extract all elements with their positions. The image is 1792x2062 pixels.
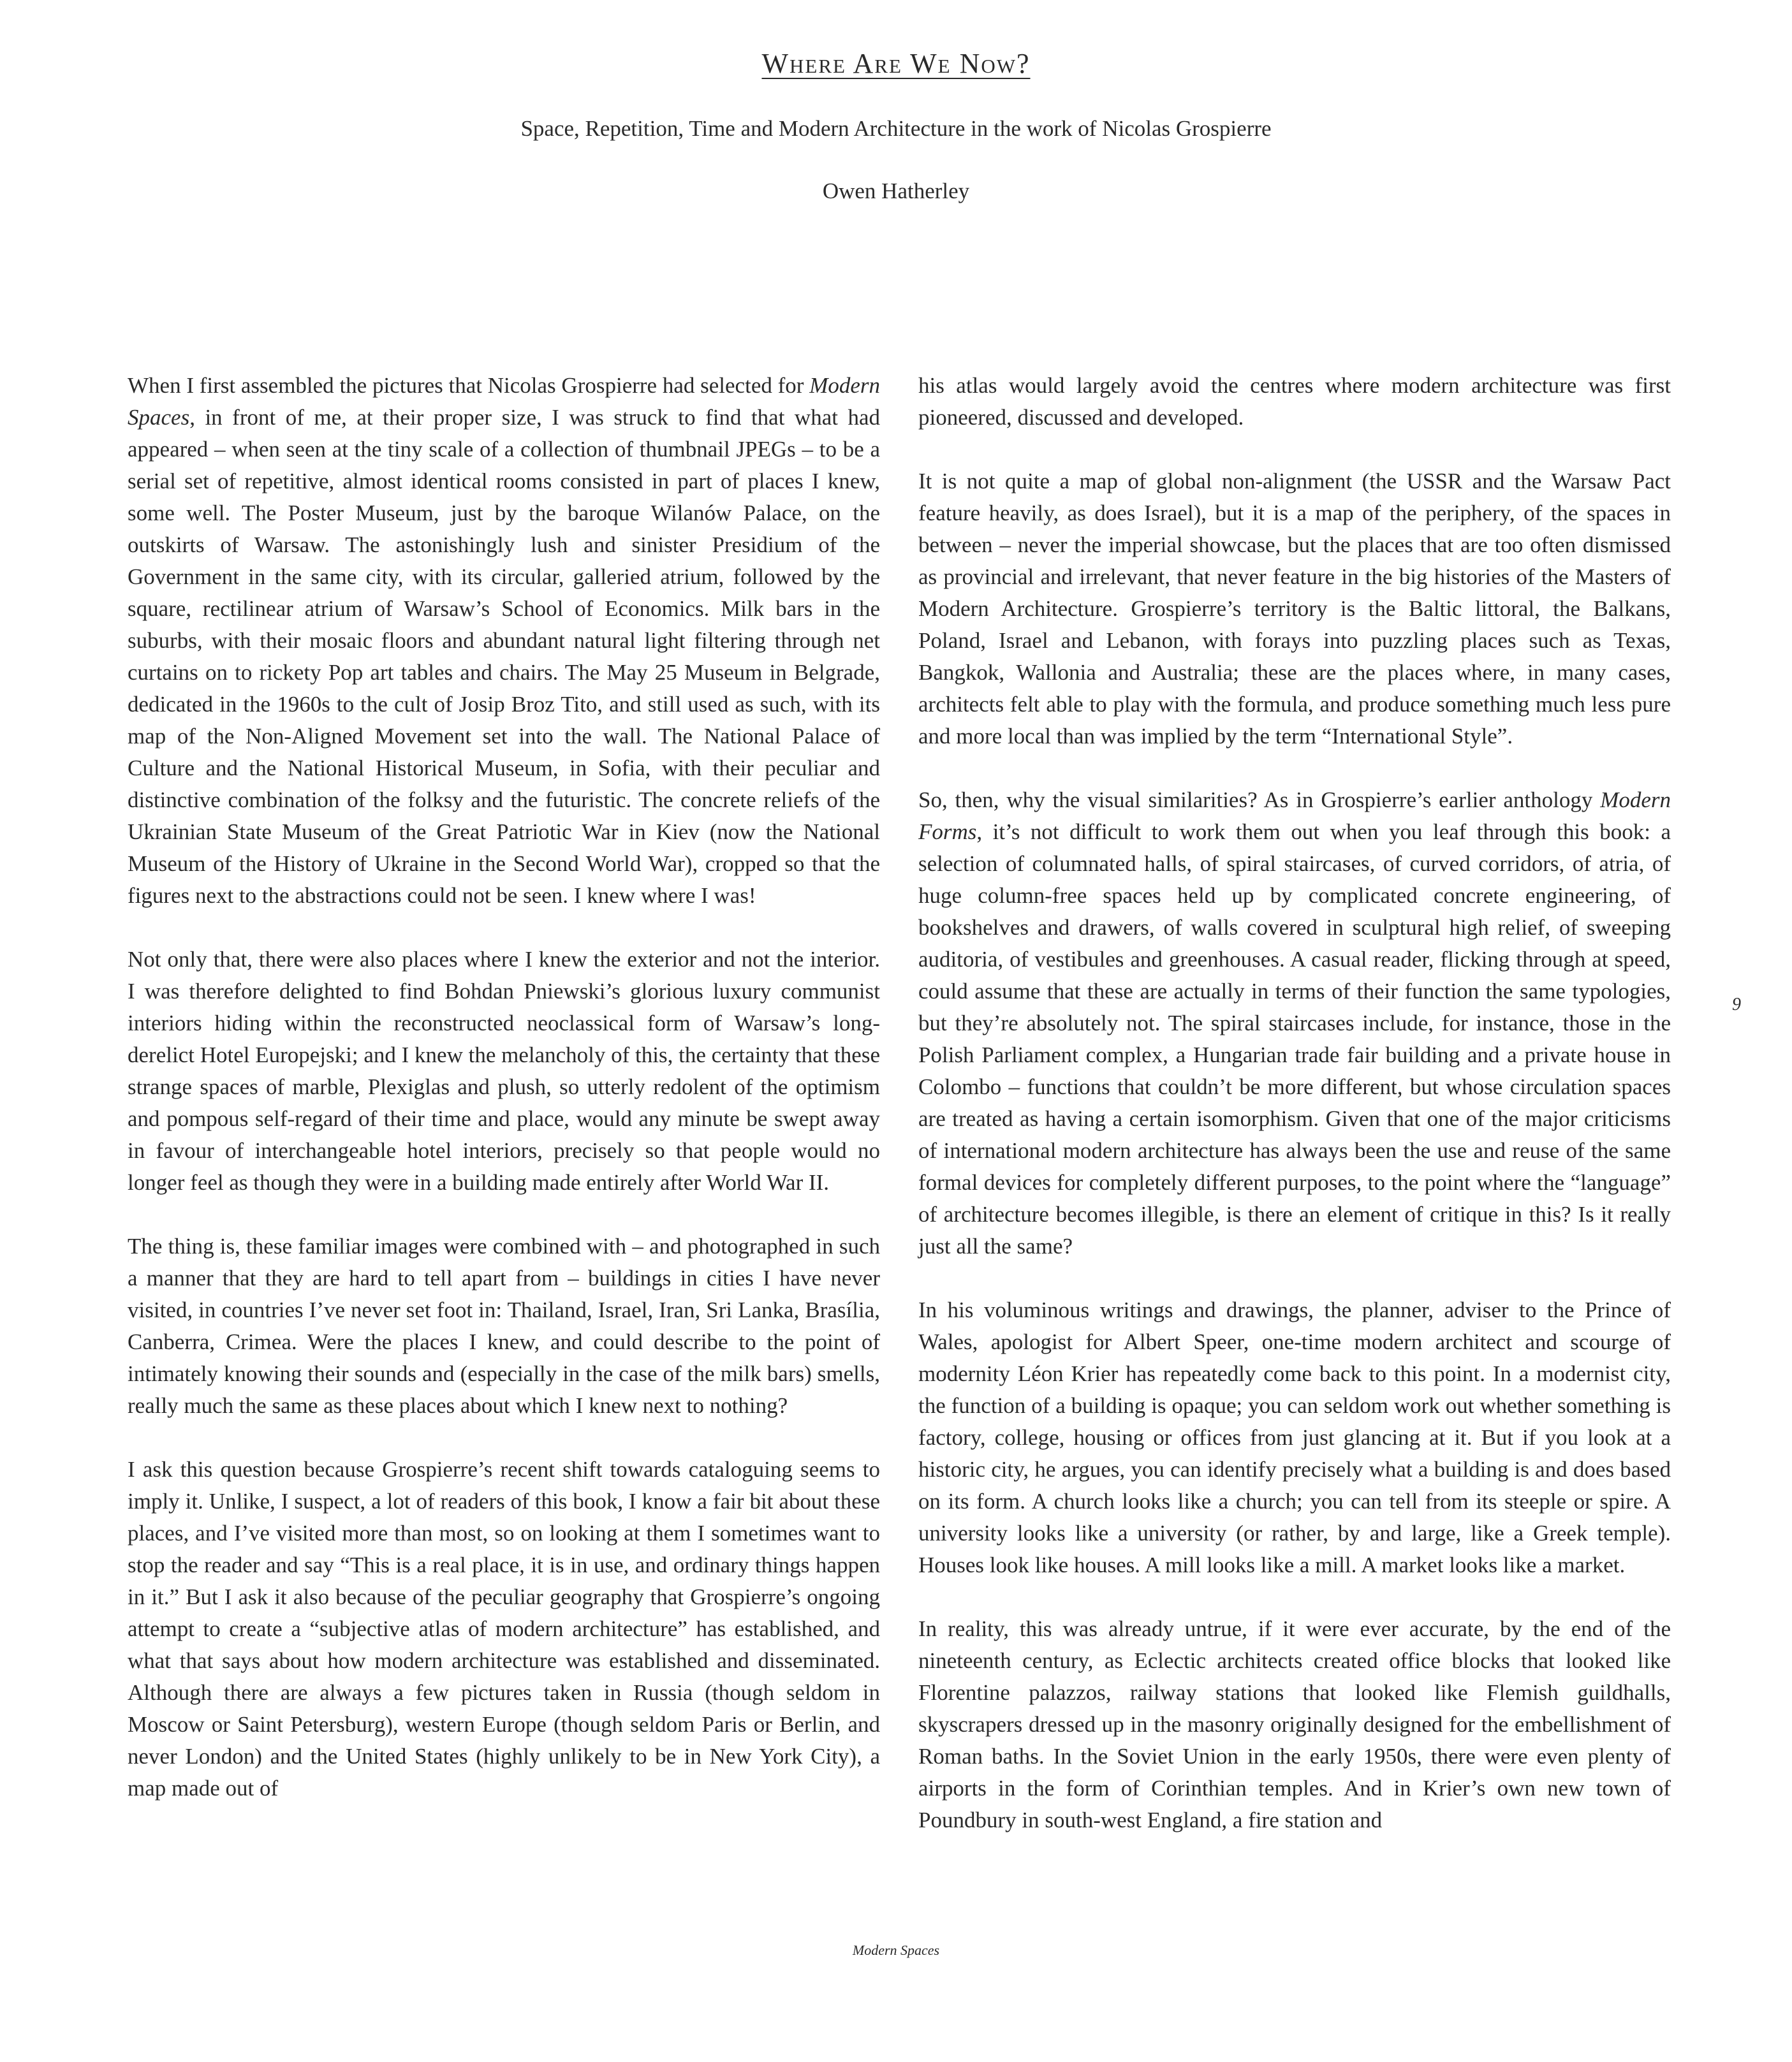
paragraph: In reality, this was already untrue, if it were ever accurate, by the end of the nineteenth century, as Eclectic architects created office blocks that looked like Florentine palazzos, railway stations that looked like Flemish guildhalls, skyscrapers dressed up in the masonry originally designed for the embellishment of Roman baths. In the Soviet Union in the early 1950s, there were even plenty of airports in the form of Corinthian temples. And in Krier’s own new town of Poundbury in south-west England, a fire station and	[918, 1616, 1671, 1832]
article-subtitle: Space, Repetition, Time and Modern Architecture in the work of Nicolas Grospierre	[520, 116, 1272, 141]
article-title: Where Are We Now?	[761, 48, 1031, 79]
paragraph: When I first assembled the pictures that Nicolas Grospierre had selected for Modern Spaces, in front of me, at their proper size, I was struck to find that what had appeared – when seen at the tiny scale of a collection of thumbnail JPEGs – to be a serial set of repetitive, almost identical rooms consisted in part of places I knew, some well. The Poster Museum, just by the baroque Wilanów Palace, on the outskirts of Warsaw. The astonishingly lush and sinister Presidium of the Government in the same city, with its circular, galleried atrium, followed by the square, rectilinear atrium of Warsaw’s School of Economics. Milk bars in the suburbs, with their mosaic floors and abundant natural light filtering through net curtains on to rickety Pop art tables and chairs. The May 25 Museum in Belgrade, dedicated in the 1960s to the cult of Josip Broz Tito, and still used as such, with its map of the Non-Aligned Movement set into the wall. The National Palace of Culture and the National Historical Museum, in Sofia, with their peculiar and distinctive combination of the folksy and the futuristic. The concrete reliefs of the Ukrainian State Museum of the Great Patriotic War in Kiev (now the National Museum of the History of Ukraine in the Second World War), cropped so that the figures next to the abstractions could not be seen. I knew where I was!	[128, 373, 880, 908]
paragraph: In his voluminous writings and drawings, the planner, adviser to the Prince of Wales, apologist for Albert Speer, one-time modern architect and scourge of modernity Léon Krier has repeatedly come back to this point. In a modernist city, the function of a building is opaque; you can seldom work out whether something is factory, college, housing or offices from just glancing at it. But if you look at a historic city, he argues, you can identify precisely what a building is and does based on its form. A church looks like a church; you can tell from its steeple or spire. A university looks like a university (or rather, by and large, like a Greek temple). Houses look like houses. A mill looks like a mill. A market looks like a market.	[918, 1298, 1671, 1577]
author-name: Owen Hatherley	[822, 179, 970, 203]
paragraph: Not only that, there were also places where I knew the exterior and not the interior. I was therefore delighted to find Bohdan Pniewski’s glorious luxury communist interiors hiding within the reconstructed neoclassical form of Warsaw’s long-derelict Hotel Europejski; and I knew the melancholy of this, the certainty that these strange spaces of marble, Plexiglas and plush, so utterly redolent of the optimism and pompous self-regard of their time and place, would any minute be swept away in favour of interchangeable hotel interiors, precisely so that people would no longer feel as though they were in a building made entirely after World War II.	[128, 947, 880, 1195]
paragraph: I ask this question because Grospierre’s recent shift towards cataloguing seems to imply it. Unlike, I suspect, a lot of readers of this book, I know a fair bit about these places, and I’ve visited more than most, so on looking at them I sometimes want to stop the reader and say “This is a real place, it is in use, and ordinary things happen in it.” But I ask it also because of the peculiar geography that Grospierre’s ongoing attempt to create a “subjective atlas of modern architecture” has established, and what that says about how modern architecture was established and disseminated. Although there are always a few pictures taken in Russia (though seldom in Moscow or Saint Petersburg), western Europe (though seldom Paris or Berlin, and never London) and the United States (highly unlikely to be in New York City), a map made out of	[128, 1457, 880, 1801]
paragraph: The thing is, these familiar images were combined with – and photographed in such a manner that they are hard to tell apart from – buildings in cities I have never visited, in countries I’ve never set foot in: Thailand, Israel, Iran, Sri Lanka, Brasília, Canberra, Crimea. Were the places I knew, and could describe to the point of intimately knowing their sounds and (especially in the case of the milk bars) smells, really much the same as these places about which I knew next to nothing?	[128, 1234, 880, 1418]
running-footer: Modern Spaces	[852, 1942, 940, 1958]
paragraph: his atlas would largely avoid the centres where modern architecture was first pioneered, discussed and developed.	[918, 373, 1671, 430]
left-column	[128, 370, 880, 1804]
book-title: Modern Spaces	[128, 373, 880, 430]
book-title: Modern Forms	[918, 787, 1671, 844]
paragraph: It is not quite a map of global non-alignment (the USSR and the Warsaw Pact feature heavily, as does Israel), but it is a map of the periphery, of the spaces in between – never the imperial showcase, but the places that are too often dismissed as provincial and irrelevant, that never feature in the big histories of the Masters of Modern Architecture. Grospierre’s territory is the Baltic littoral, the Balkans, Poland, Israel and Lebanon, with forays into puzzling places such as Texas, Bangkok, Wallonia and Australia; these are the places where, in many cases, architects felt able to play with the formula, and produce something much less pure and more local than was implied by the term “International Style”.	[918, 469, 1671, 749]
paragraph: So, then, why the visual similarities? As in Grospierre’s earlier anthology Modern Forms, it’s not difficult to work them out when you leaf through this book: a selection of columnated halls, of spiral staircases, of curved corridors, of atria, of huge column-free spaces held up by complicated concrete engineering, of bookshelves and drawers, of walls covered in sculptural high relief, of sweeping auditoria, of vestibules and greenhouses. A casual reader, flicking through at speed, could assume that these are actually in terms of their function the same typologies, but they’re absolutely not. The spiral staircases include, for instance, those in the Polish Parliament complex, a Hungarian trade fair building and a private house in Colombo – functions that couldn’t be more different, but whose circulation spaces are treated as having a certain isomorphism. Given that one of the major criticisms of international modern architecture has always been the use and reuse of the same formal devices for completely different purposes, to the point where the “language” of architecture becomes illegible, is there an element of critique in this? Is it really just all the same?	[918, 787, 1671, 1259]
page-number: 9	[1732, 995, 1741, 1014]
right-column	[918, 370, 1671, 1836]
